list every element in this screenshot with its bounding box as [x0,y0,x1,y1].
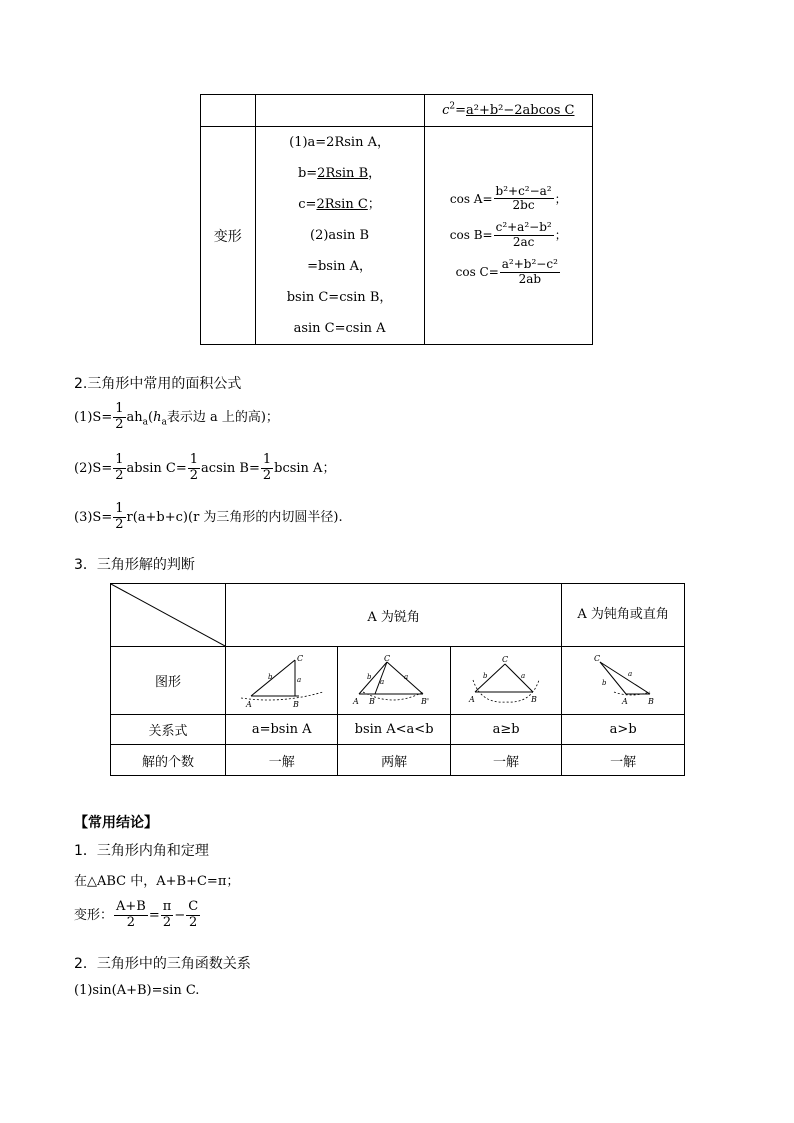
label-b: b [602,678,607,687]
solutions-label: 解的个数 [111,745,226,776]
conclusion-2-title: 2．三角形中的三角函数关系 [74,956,251,972]
label-A: A [353,696,359,706]
cosine-law-cell: $c^2=a^2+b^2-2abcos$ C [424,95,592,127]
label-a: a [628,669,633,678]
label-a: a [521,671,526,680]
sec3-title: 3．三角形解的判断 [74,557,195,573]
label-b: b [367,672,372,681]
label-B: B [648,696,655,706]
triangle-figure-3 [461,652,551,710]
label-C: C [594,653,601,663]
solutions-1: 一解 [226,745,338,776]
label-C: C [384,653,391,663]
empty-cell [255,95,424,127]
solutions-3: 一解 [450,745,562,776]
label-a: a [296,675,301,684]
label-C: C [502,654,509,664]
label-A: A [469,694,475,704]
label-A: A [622,696,628,706]
conclusion-1-title: 1．三角形内角和定理 [74,843,209,859]
relation-3: a≥b [450,715,562,745]
label-B: B [369,696,375,706]
area-formula-3: (3)S= $\frac{1}{2}$ r(a+b+c)(r 为三角形的内切圆半径). [74,501,343,532]
solutions-4: 一解 [562,745,685,776]
empty-cell [201,95,256,127]
label-A: A [245,699,252,709]
law-table [200,94,593,345]
conclusion-2-line1: (1)sin(A+B)=sin C. [74,983,200,998]
diagonal-line [111,584,225,646]
label-B: B [292,699,299,709]
acute-header: A 为锐角 [226,584,562,647]
solution-table [110,583,685,776]
area-formula-1: (1)S= $\frac{1}{2}$ $ah_a(h_a$表示边 a 上的高)； [74,401,279,432]
solutions-2: 两解 [338,745,450,776]
conclusion-1-line: 在△ABC 中，A+B+C=π； [74,874,240,889]
figure-cell-1 [226,647,338,715]
sine-variants: (1)a=2Rsin A， b=2Rsin B， c=2Rsin C； (2)asin B =bsin A， bsin C=csin B， asin C=csin A [255,127,424,345]
figure-cell-4 [562,647,685,715]
relation-label: 关系式 [111,715,226,745]
relation-2: bsin A<a<b [338,715,450,745]
label-C: C [296,653,303,663]
diagonal-header [111,584,226,647]
figure-label: 图形 [111,647,226,715]
triangle-figure-4 [578,652,668,710]
label-Bprime: B' [421,696,430,706]
triangle-figure-1 [237,652,327,710]
conclusions-heading: 【常用结论】 [74,815,158,831]
conclusion-1-variant: 变形： $\frac{A+B}{2}$ = $\frac{\pi}{2}$ − $\frac{C}{2}$ [74,899,199,930]
cosine-law-formula: a²+b²−2abcos C [465,103,575,118]
relation-4: a>b [562,715,685,745]
label-B: B [531,694,537,704]
figure-cell-3 [450,647,562,715]
label-b: b [267,672,273,681]
cosine-variants: cos A= $\frac{\text{b²+c²−a²}}{2bc}$ ； cos B= $\frac{\text{c²+a²−b²}}{2ac}$ ； cos C= $\frac{\text{a²+b²−c²}}{2ab}$ [424,127,592,345]
label-b: b [483,671,488,680]
variant-label: 变形 [201,127,256,345]
triangle-figure-2 [349,652,439,710]
sec2-title: 2.三角形中常用的面积公式 [74,376,242,392]
obtuse-header: A 为钝角或直角 [562,584,685,647]
label-a: a [404,672,409,681]
figure-cell-2 [338,647,450,715]
area-formula-2: (2)S= $\frac{1}{2}$ absin C= $\frac{1}{2}$ acsin B= $\frac{1}{2}$ bcsin A； [74,452,336,483]
relation-1: a=bsin A [226,715,338,745]
label-a: a [380,677,385,686]
